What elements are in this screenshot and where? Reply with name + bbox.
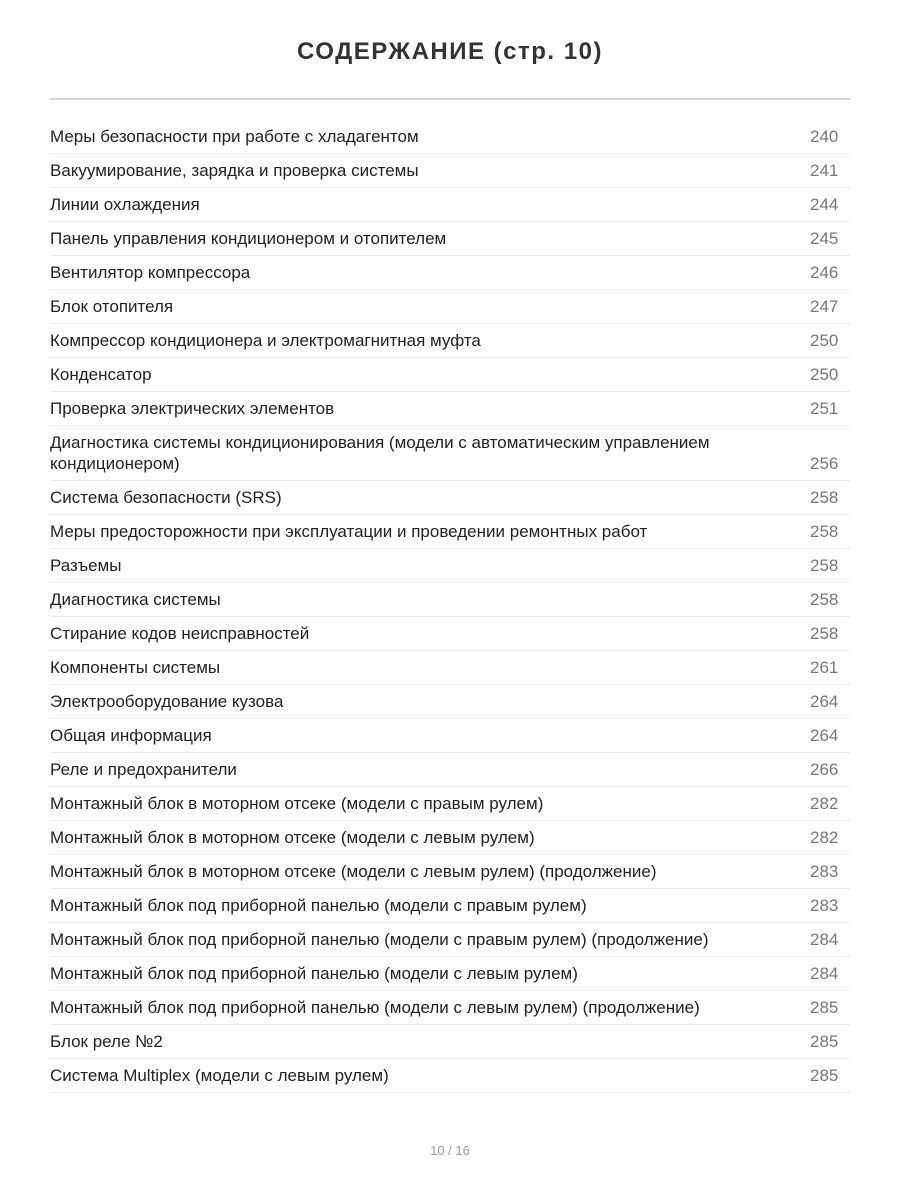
toc-entry[interactable] xyxy=(50,923,850,957)
toc-entry-page-number: 285 xyxy=(810,1032,839,1051)
toc-entry-page-number: 246 xyxy=(810,263,839,282)
toc-entry[interactable] xyxy=(50,358,850,392)
toc-entry[interactable] xyxy=(50,991,850,1025)
toc-entry[interactable] xyxy=(50,1025,850,1059)
toc-entry-page-number: 264 xyxy=(810,726,839,745)
toc-entry-page-number: 285 xyxy=(810,998,839,1017)
toc-entry-title: Вакуумирование, зарядка и проверка системы xyxy=(50,161,419,180)
toc-entry-page-number: 283 xyxy=(810,862,839,881)
toc-entry-page-number: 258 xyxy=(810,590,839,609)
toc-entry[interactable] xyxy=(50,120,850,154)
toc-entry[interactable] xyxy=(50,1059,850,1093)
toc-entry[interactable] xyxy=(50,719,850,753)
toc-entry-page-number: 258 xyxy=(810,556,839,575)
toc-entry-title: Система Multiplex (модели с левым рулем) xyxy=(50,1066,389,1085)
toc-entry-title: Вентилятор компрессора xyxy=(50,263,251,282)
toc-entry-title: Конденсатор xyxy=(50,365,152,384)
page-title: СОДЕРЖАНИЕ (стр. 10) xyxy=(297,38,603,65)
toc-entry-page-number: 250 xyxy=(810,331,839,350)
toc-entry-page-number: 284 xyxy=(810,964,839,983)
toc-entry[interactable] xyxy=(50,821,850,855)
toc-entry-page-number: 264 xyxy=(810,692,839,711)
page-indicator: 10 / 16 xyxy=(430,1143,470,1158)
toc-entry[interactable] xyxy=(50,256,850,290)
toc-entry-title: Монтажный блок в моторном отсеке (модели с левым рулем) (продолжение) xyxy=(50,862,657,881)
toc-entry-title: Блок отопителя xyxy=(50,297,174,316)
toc-entry-title: Компрессор кондиционера и электромагнитная муфта xyxy=(50,331,481,350)
toc-entry[interactable] xyxy=(50,324,850,358)
toc-entry-title: Общая информация xyxy=(50,726,212,745)
toc-entry-title: Проверка электрических элементов xyxy=(50,399,335,418)
toc-entry-page-number: 247 xyxy=(810,297,839,316)
toc-entry[interactable] xyxy=(50,290,850,324)
toc-entry-title: Линии охлаждения xyxy=(50,195,200,214)
toc-entry-page-number: 244 xyxy=(810,195,839,214)
toc-entry[interactable] xyxy=(50,889,850,923)
toc-entry-title: Стирание кодов неисправностей xyxy=(50,624,310,643)
toc-entry-page-number: 266 xyxy=(810,760,839,779)
toc-entry-title: Монтажный блок под приборной панелью (модели с левым рулем) (продолжение) xyxy=(50,998,700,1017)
toc-entry-title: Диагностика системы кондиционирования (модели с автоматическим управлением кондиционером) xyxy=(50,433,710,473)
toc-entry-page-number: 284 xyxy=(810,930,839,949)
toc-entry[interactable] xyxy=(50,651,850,685)
toc-entry-title: Реле и предохранители xyxy=(50,760,237,779)
toc-entry[interactable] xyxy=(50,685,850,719)
toc-entry-page-number: 283 xyxy=(810,896,839,915)
toc-entry-title: Электрооборудование кузова xyxy=(50,692,284,711)
toc-entry-page-number: 256 xyxy=(810,454,839,473)
toc-entry[interactable] xyxy=(50,855,850,889)
toc-entry-page-number: 258 xyxy=(810,624,839,643)
toc-entry-page-number: 282 xyxy=(810,828,839,847)
title-divider xyxy=(50,98,850,100)
toc-entry-page-number: 258 xyxy=(810,522,839,541)
toc-entry[interactable] xyxy=(50,154,850,188)
toc-entry[interactable] xyxy=(50,515,850,549)
toc-entry-page-number: 261 xyxy=(810,658,839,677)
toc-entry-page-number: 250 xyxy=(810,365,839,384)
toc-entry[interactable] xyxy=(50,426,850,481)
toc-entry-title: Компоненты системы xyxy=(50,658,221,677)
toc-entry-title: Монтажный блок под приборной панелью (модели с правым рулем) xyxy=(50,896,587,915)
toc-entry-page-number: 241 xyxy=(810,161,839,180)
toc-entry[interactable] xyxy=(50,188,850,222)
toc-entry[interactable] xyxy=(50,549,850,583)
toc-entry[interactable] xyxy=(50,222,850,256)
toc-entry-page-number: 240 xyxy=(810,127,839,146)
toc-entry-page-number: 245 xyxy=(810,229,839,248)
toc-entry[interactable] xyxy=(50,617,850,651)
toc-entry-title: Монтажный блок в моторном отсеке (модели с правым рулем) xyxy=(50,794,544,813)
toc-entry[interactable] xyxy=(50,481,850,515)
toc-entry[interactable] xyxy=(50,583,850,617)
toc-entry[interactable] xyxy=(50,392,850,426)
toc-entry-title: Меры безопасности при работе с хладагентом xyxy=(50,127,419,146)
toc-entry-title: Диагностика системы xyxy=(50,590,221,609)
table-of-contents xyxy=(50,120,850,1093)
toc-entry-page-number: 285 xyxy=(810,1066,839,1085)
toc-entry-title: Монтажный блок в моторном отсеке (модели с левым рулем) xyxy=(50,828,535,847)
toc-entry-page-number: 251 xyxy=(810,399,839,418)
toc-entry-title: Разъемы xyxy=(50,556,122,575)
toc-entry-title: Монтажный блок под приборной панелью (модели с левым рулем) xyxy=(50,964,578,983)
toc-entry-page-number: 282 xyxy=(810,794,839,813)
toc-entry[interactable] xyxy=(50,753,850,787)
toc-entry-title: Система безопасности (SRS) xyxy=(50,488,282,507)
toc-entry[interactable] xyxy=(50,787,850,821)
toc-entry[interactable] xyxy=(50,957,850,991)
toc-entry-title: Монтажный блок под приборной панелью (модели с правым рулем) (продолжение) xyxy=(50,930,709,949)
toc-entry-page-number: 258 xyxy=(810,488,839,507)
toc-entry-title: Панель управления кондиционером и отопителем xyxy=(50,229,447,248)
toc-entry-title: Блок реле №2 xyxy=(50,1032,163,1051)
toc-entry-title: Меры предосторожности при эксплуатации и проведении ремонтных работ xyxy=(50,522,648,541)
